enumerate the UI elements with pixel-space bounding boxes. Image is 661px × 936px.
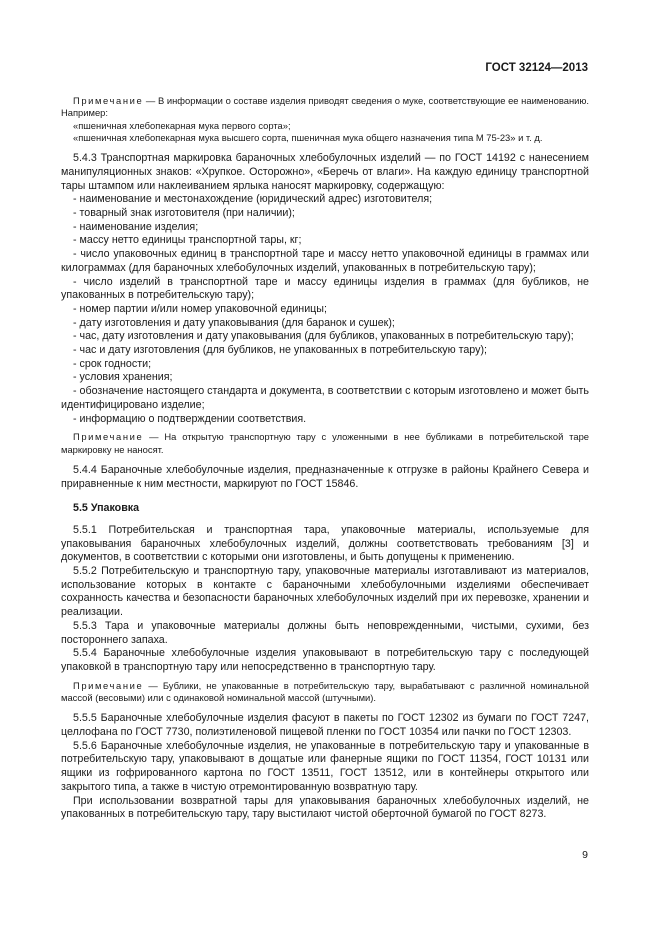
list-item: - час, дату изготовления и дату упаковывания (для бубликов, упакованных в потребительскую тару);	[73, 330, 574, 343]
list-item: - число упаковочных единиц в транспортной таре и массу нетто упаковочной единицы в граммах или килограммах (для бараночных хлебобулочных изделий, упакованных в потребительскую тару);	[61, 248, 589, 274]
paragraph-5-5-4: 5.5.4 Бараночные хлебобулочные изделия упаковывают в потребительскую тару с последующей упаковкой в транспортную тару или непосредственно в транспортную тару.	[61, 647, 589, 673]
note-example: «пшеничная хлебопекарная мука первого сорта»;	[73, 119, 291, 131]
note-label: Примечание	[73, 431, 144, 443]
note-text: — В информации о составе изделия приводят сведения о муке, соответствующие ее наименованию. Например:	[61, 95, 589, 119]
section-heading-5-5: 5.5 Упаковка	[73, 502, 140, 515]
paragraph-returnable-container: При использовании возвратной тары для упаковывания бараночных хлебобулочных изделий, не упакованных в потребительскую тару, тару выстилают чистой оберточной бумагой по ГОСТ 8273.	[61, 794, 589, 821]
list-item: - обозначение настоящего стандарта и документа, в соответствии с которым изготовлено и может быть идентифицировано изделие;	[61, 385, 589, 411]
list-item: - число изделий в транспортной таре и массу единицы изделия в граммах (для бубликов, не упакованных в потребительскую тару);	[61, 275, 589, 302]
list-item: - дату изготовления и дату упаковывания (для баранок и сушек);	[73, 316, 395, 329]
document-header: ГОСТ 32124—2013	[485, 62, 588, 74]
note-example: «пшеничная хлебопекарная мука высшего сорта, пшеничная мука общего назначения типа М 75-23» и т. д.	[73, 131, 543, 143]
note-flour-info	[61, 95, 589, 144]
note-open-container	[61, 431, 589, 456]
document-body	[61, 95, 589, 822]
list-item: - условия хранения;	[73, 371, 173, 384]
note-bagels-mass	[61, 680, 589, 705]
note-label: Примечание	[73, 95, 144, 106]
list-item: - срок годности;	[73, 357, 152, 370]
paragraph-5-4-4: 5.4.4 Бараночные хлебобулочные изделия, предназначенные к отгрузке в районы Крайнего Севера и приравненные к ним местности, маркируют по ГОСТ 15846.	[61, 463, 589, 490]
note-text: — Бублики, не упакованные в потребительскую тару, вырабатывают с различной номинальной массой (весовыми) или с одинаковой номинальной массой (штучными).	[61, 679, 589, 703]
page-number: 9	[582, 849, 588, 861]
list-item: - номер партии и/или номер упаковочной единицы;	[73, 302, 327, 315]
list-item: - наименование и местонахождение (юридический адрес) изготовителя;	[73, 193, 433, 206]
paragraph-5-5-5: 5.5.5 Бараночные хлебобулочные изделия фасуют в пакеты по ГОСТ 12302 из бумаги по ГОСТ 7247, целлофана по ГОСТ 7730, полиэтиленовой пищевой пленки по ГОСТ 10354 или пачки по ГОСТ 12303.	[61, 712, 589, 738]
list-item: - массу нетто единицы транспортной тары, кг;	[73, 234, 302, 247]
paragraph-5-4-3: 5.4.3 Транспортная маркировка бараночных хлебобулочных изделий — по ГОСТ 14192 с нанесением манипуляционных знаков: «Хрупкое. Осторожно», «Беречь от влаги». На каждую единицу транспортной тары штампом или наклеиванием ярлыка наносят маркировку, содержащую:	[61, 152, 589, 192]
note-text: — На открытую транспортную тару с уложенными в нее бубликами в потребительской таре маркировку не наносят.	[61, 431, 589, 455]
paragraph-5-5-1: 5.5.1 Потребительская и транспортная тара, упаковочные материалы, используемые для упаковывания бараночных хлебобулочных изделий, должны соответствовать требованиям [3] и документов, в соответствии с которыми они изготовлены, и быть допущены к применению.	[61, 523, 589, 564]
list-item: - товарный знак изготовителя (при наличии);	[73, 207, 295, 219]
note-label: Примечание	[73, 679, 144, 691]
paragraph-5-5-3: 5.5.3 Тара и упаковочные материалы должны быть неповрежденными, чистыми, сухими, без постороннего запаха.	[61, 619, 589, 646]
list-item: - наименование изделия;	[73, 220, 199, 233]
list-item: - информацию о подтверждении соответствия.	[73, 412, 307, 425]
list-item: - час и дату изготовления (для бубликов, не упакованных в потребительскую тару);	[73, 344, 487, 357]
paragraph-5-5-6: 5.5.6 Бараночные хлебобулочные изделия, не упакованные в потребительскую тару и упакованные в потребительскую тару, упаковывают в дощатые или фанерные ящики по ГОСТ 11354, ГОСТ 10131 или ящики из гофрированного картона по ГОСТ 13511, ГОСТ 13512, или в контейнеры открытого или закрытого типа, а также в чистую отремонтированную возвратную тару.	[61, 739, 589, 793]
paragraph-5-5-2: 5.5.2 Потребительскую и транспортную тару, упаковочные материалы изготавливают из материалов, использование которых в контакте с бараночными хлебобулочными изделиями обеспечивает сохранность качества и безопасности бараночных хлебобулочных изделий при их перевозке, хранении и реализации.	[61, 565, 589, 619]
